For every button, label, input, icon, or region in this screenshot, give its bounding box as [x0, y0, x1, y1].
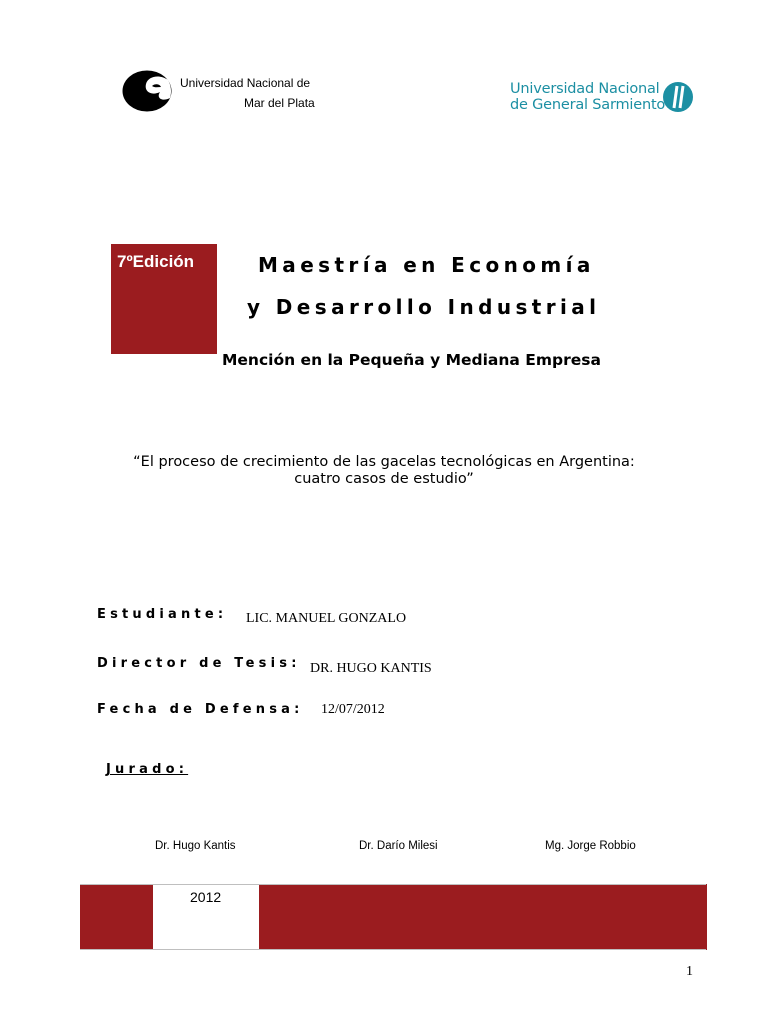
director-value: DR. HUGO KANTIS — [310, 661, 432, 676]
program-title-line1: Maestría en Economía — [258, 253, 595, 277]
mdp-name-line1: Universidad Nacional de — [180, 76, 311, 90]
student-label: Estudiante: — [97, 607, 228, 622]
ungs-name-line2: de General Sarmiento — [510, 97, 666, 113]
edition-label: 7ºEdición — [117, 252, 195, 271]
program-subtitle: Mención en la Pequeña y Mediana Empresa — [222, 351, 601, 369]
jury-member: Dr. Hugo Kantis — [155, 840, 236, 852]
jury-member: Mg. Jorge Robbio — [545, 840, 636, 852]
page-number: 1 — [686, 964, 693, 979]
footer-year: 2012 — [190, 889, 222, 905]
jury-label: Jurado: — [106, 762, 189, 777]
director-label: Director de Tesis: — [97, 656, 301, 671]
defense-date-label: Fecha de Defensa: — [97, 702, 304, 717]
thesis-title-line1: “El proceso de crecimiento de las gacelas tecnológicas en Argentina: — [133, 454, 635, 470]
wave-logo-icon — [122, 70, 172, 112]
ungs-name-line1: Universidad Nacional — [510, 81, 660, 97]
thesis-title-line2: cuatro casos de estudio” — [294, 471, 474, 487]
defense-date-value: 12/07/2012 — [321, 702, 385, 717]
footer-band-outline — [80, 884, 706, 950]
mdp-name-line2: Mar del Plata — [244, 96, 315, 110]
thesis-title — [100, 454, 668, 488]
program-title-line2: y Desarrollo Industrial — [247, 295, 601, 319]
jury-member: Dr. Darío Milesi — [359, 840, 438, 852]
student-value: LIC. MANUEL GONZALO — [246, 611, 407, 626]
circle-slash-logo-icon — [662, 81, 694, 113]
